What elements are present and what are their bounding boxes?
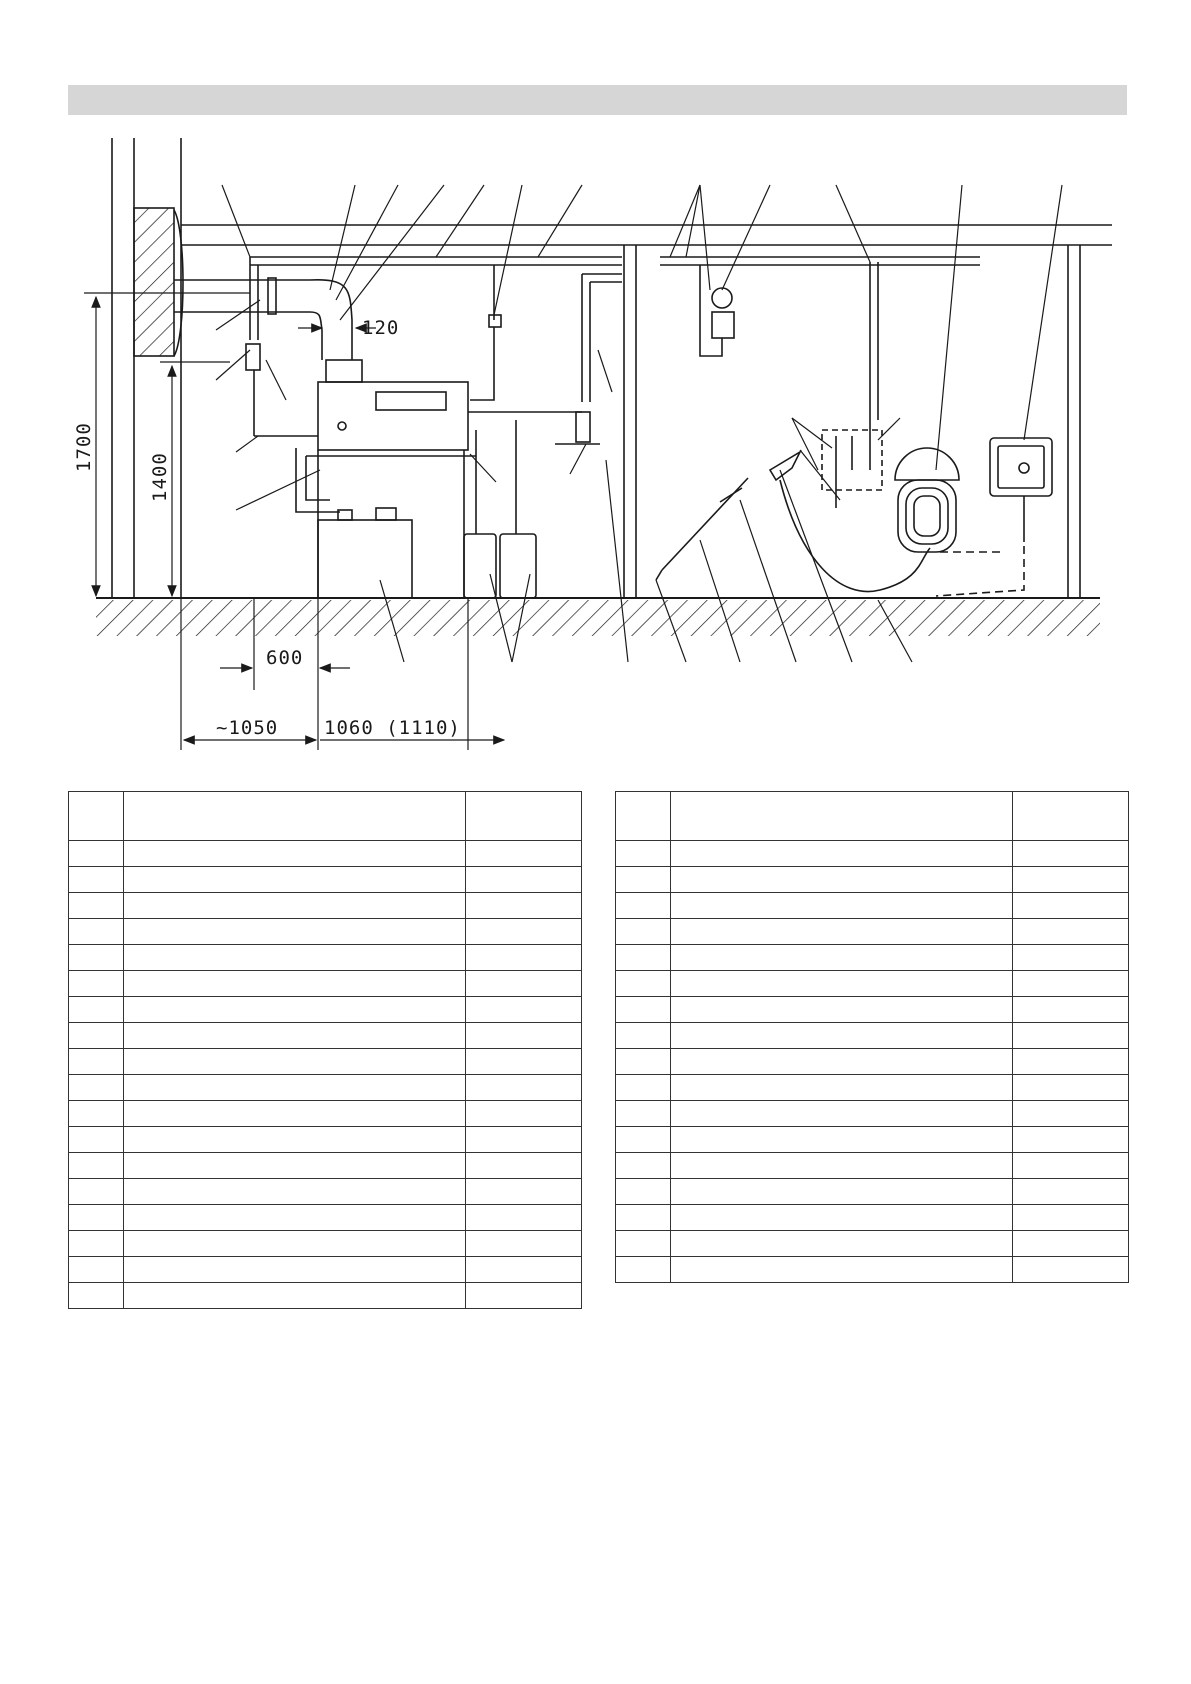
row-number: [616, 1023, 671, 1049]
row-part-no: [1012, 1023, 1128, 1049]
row-description: [671, 893, 1013, 919]
row-description: [671, 1205, 1013, 1231]
row-number: [69, 1101, 124, 1127]
heater-unit: [306, 382, 476, 598]
table-row: [69, 841, 582, 867]
row-number: [616, 1257, 671, 1283]
dim-600: 600: [266, 647, 304, 669]
row-part-no: [1012, 1205, 1128, 1231]
table-header-row: [69, 792, 582, 841]
row-part-no: [465, 971, 581, 997]
table-header-row: [616, 792, 1129, 841]
row-part-no: [465, 1257, 581, 1283]
row-number: [616, 1049, 671, 1075]
row-part-no: [1012, 1127, 1128, 1153]
row-description: [124, 1153, 466, 1179]
table-row: [616, 1153, 1129, 1179]
row-number: [69, 1023, 124, 1049]
table-row: [616, 919, 1129, 945]
table-row: [69, 919, 582, 945]
table-row: [616, 1179, 1129, 1205]
row-description: [124, 893, 466, 919]
row-number: [69, 1205, 124, 1231]
row-description: [671, 971, 1013, 997]
row-part-no: [1012, 1153, 1128, 1179]
row-description: [124, 1075, 466, 1101]
table-row: [616, 997, 1129, 1023]
row-number: [69, 997, 124, 1023]
header-part-no: [465, 792, 581, 841]
row-number: [616, 1101, 671, 1127]
row-part-no: [1012, 867, 1128, 893]
row-description: [671, 1153, 1013, 1179]
row-part-no: [465, 1075, 581, 1101]
row-part-no: [465, 1023, 581, 1049]
table-row: [616, 1205, 1129, 1231]
row-number: [69, 1179, 124, 1205]
row-part-no: [1012, 945, 1128, 971]
row-number: [69, 1153, 124, 1179]
row-part-no: [465, 919, 581, 945]
row-number: [69, 1257, 124, 1283]
installation-diagram: [0, 0, 1191, 780]
table-row: [69, 1075, 582, 1101]
table-row: [616, 867, 1129, 893]
table-row: [616, 893, 1129, 919]
row-number: [616, 867, 671, 893]
dimension-lines: [84, 293, 504, 750]
table-row: [616, 1257, 1129, 1283]
row-description: [124, 997, 466, 1023]
water-inlet-valves: [246, 344, 600, 444]
table-row: [69, 1283, 582, 1309]
row-number: [69, 1075, 124, 1101]
row-part-no: [1012, 1231, 1128, 1257]
row-part-no: [465, 1231, 581, 1257]
row-description: [124, 1257, 466, 1283]
table-row: [616, 841, 1129, 867]
row-number: [616, 1153, 671, 1179]
row-number: [69, 841, 124, 867]
row-number: [616, 1127, 671, 1153]
ceiling-pipes: [250, 257, 980, 420]
table-row: [69, 1101, 582, 1127]
row-part-no: [1012, 1049, 1128, 1075]
table-row: [616, 1231, 1129, 1257]
row-description: [671, 1127, 1013, 1153]
row-description: [671, 1257, 1013, 1283]
row-part-no: [1012, 1101, 1128, 1127]
dim-1050: ~1050: [216, 717, 279, 739]
floor: [96, 598, 1100, 636]
row-description: [124, 1231, 466, 1257]
table-row: [69, 997, 582, 1023]
table-row: [69, 1023, 582, 1049]
row-part-no: [1012, 893, 1128, 919]
row-number: [69, 1283, 124, 1309]
dim-120: 120: [362, 317, 400, 339]
row-description: [671, 1023, 1013, 1049]
row-description: [671, 1101, 1013, 1127]
row-number: [616, 1179, 671, 1205]
row-part-no: [1012, 919, 1128, 945]
filter-unit: [700, 265, 734, 356]
row-description: [124, 1179, 466, 1205]
table-row: [69, 893, 582, 919]
row-description: [124, 945, 466, 971]
row-description: [124, 867, 466, 893]
row-description: [671, 1179, 1013, 1205]
row-number: [616, 1231, 671, 1257]
row-part-no: [465, 1127, 581, 1153]
row-part-no: [1012, 971, 1128, 997]
row-part-no: [465, 997, 581, 1023]
dim-1700: 1700: [73, 422, 95, 472]
table-row: [616, 1127, 1129, 1153]
row-number: [69, 919, 124, 945]
row-description: [124, 971, 466, 997]
row-description: [124, 1205, 466, 1231]
spray-gun-and-lance: [656, 452, 930, 592]
row-part-no: [465, 841, 581, 867]
table-row: [69, 1153, 582, 1179]
table-row: [69, 1049, 582, 1075]
table-row: [69, 1231, 582, 1257]
header-part-no: [1012, 792, 1128, 841]
header-description: [124, 792, 466, 841]
dim-1060: 1060 (1110): [324, 717, 461, 739]
row-description: [671, 867, 1013, 893]
room-frame: [181, 225, 1112, 598]
table-row: [616, 945, 1129, 971]
row-part-no: [465, 1283, 581, 1309]
row-number: [616, 971, 671, 997]
row-part-no: [465, 945, 581, 971]
table-row: [69, 971, 582, 997]
row-part-no: [1012, 841, 1128, 867]
row-number: [616, 841, 671, 867]
hose-reel: [895, 448, 959, 552]
row-description: [124, 1023, 466, 1049]
row-description: [671, 1075, 1013, 1101]
row-number: [69, 893, 124, 919]
row-number: [616, 1205, 671, 1231]
table-row: [69, 1179, 582, 1205]
row-part-no: [1012, 997, 1128, 1023]
row-part-no: [1012, 1179, 1128, 1205]
table-row: [69, 1205, 582, 1231]
row-description: [124, 1283, 466, 1309]
row-description: [671, 997, 1013, 1023]
chemical-canisters: [464, 420, 536, 598]
row-description: [124, 1101, 466, 1127]
row-part-no: [465, 1205, 581, 1231]
row-description: [124, 1049, 466, 1075]
header-description: [671, 792, 1013, 841]
table-row: [616, 1101, 1129, 1127]
row-part-no: [465, 1153, 581, 1179]
row-part-no: [465, 867, 581, 893]
row-number: [616, 997, 671, 1023]
parts-table-right: [615, 791, 1129, 1283]
row-part-no: [465, 1179, 581, 1205]
table-row: [616, 971, 1129, 997]
row-description: [671, 1049, 1013, 1075]
row-part-no: [1012, 1257, 1128, 1283]
table-row: [616, 1075, 1129, 1101]
row-number: [69, 1049, 124, 1075]
row-number: [616, 919, 671, 945]
row-number: [69, 1127, 124, 1153]
parts-table-left: [68, 791, 582, 1309]
row-number: [69, 945, 124, 971]
table-row: [69, 867, 582, 893]
table-row: [69, 945, 582, 971]
table-row: [69, 1257, 582, 1283]
table-row: [69, 1127, 582, 1153]
fuel-tank: [318, 508, 412, 598]
row-part-no: [465, 893, 581, 919]
row-part-no: [1012, 1075, 1128, 1101]
row-part-no: [465, 1101, 581, 1127]
header-number: [616, 792, 671, 841]
row-description: [124, 841, 466, 867]
table-row: [616, 1023, 1129, 1049]
row-number: [69, 971, 124, 997]
row-number: [616, 893, 671, 919]
row-description: [671, 1231, 1013, 1257]
row-description: [124, 919, 466, 945]
table-row: [616, 1049, 1129, 1075]
row-number: [616, 945, 671, 971]
row-number: [69, 867, 124, 893]
valve-block: [822, 420, 882, 508]
row-number: [616, 1075, 671, 1101]
dim-1400: 1400: [149, 452, 171, 502]
header-number: [69, 792, 124, 841]
row-description: [671, 945, 1013, 971]
row-description: [124, 1127, 466, 1153]
row-description: [671, 841, 1013, 867]
row-description: [671, 919, 1013, 945]
row-number: [69, 1231, 124, 1257]
row-part-no: [465, 1049, 581, 1075]
